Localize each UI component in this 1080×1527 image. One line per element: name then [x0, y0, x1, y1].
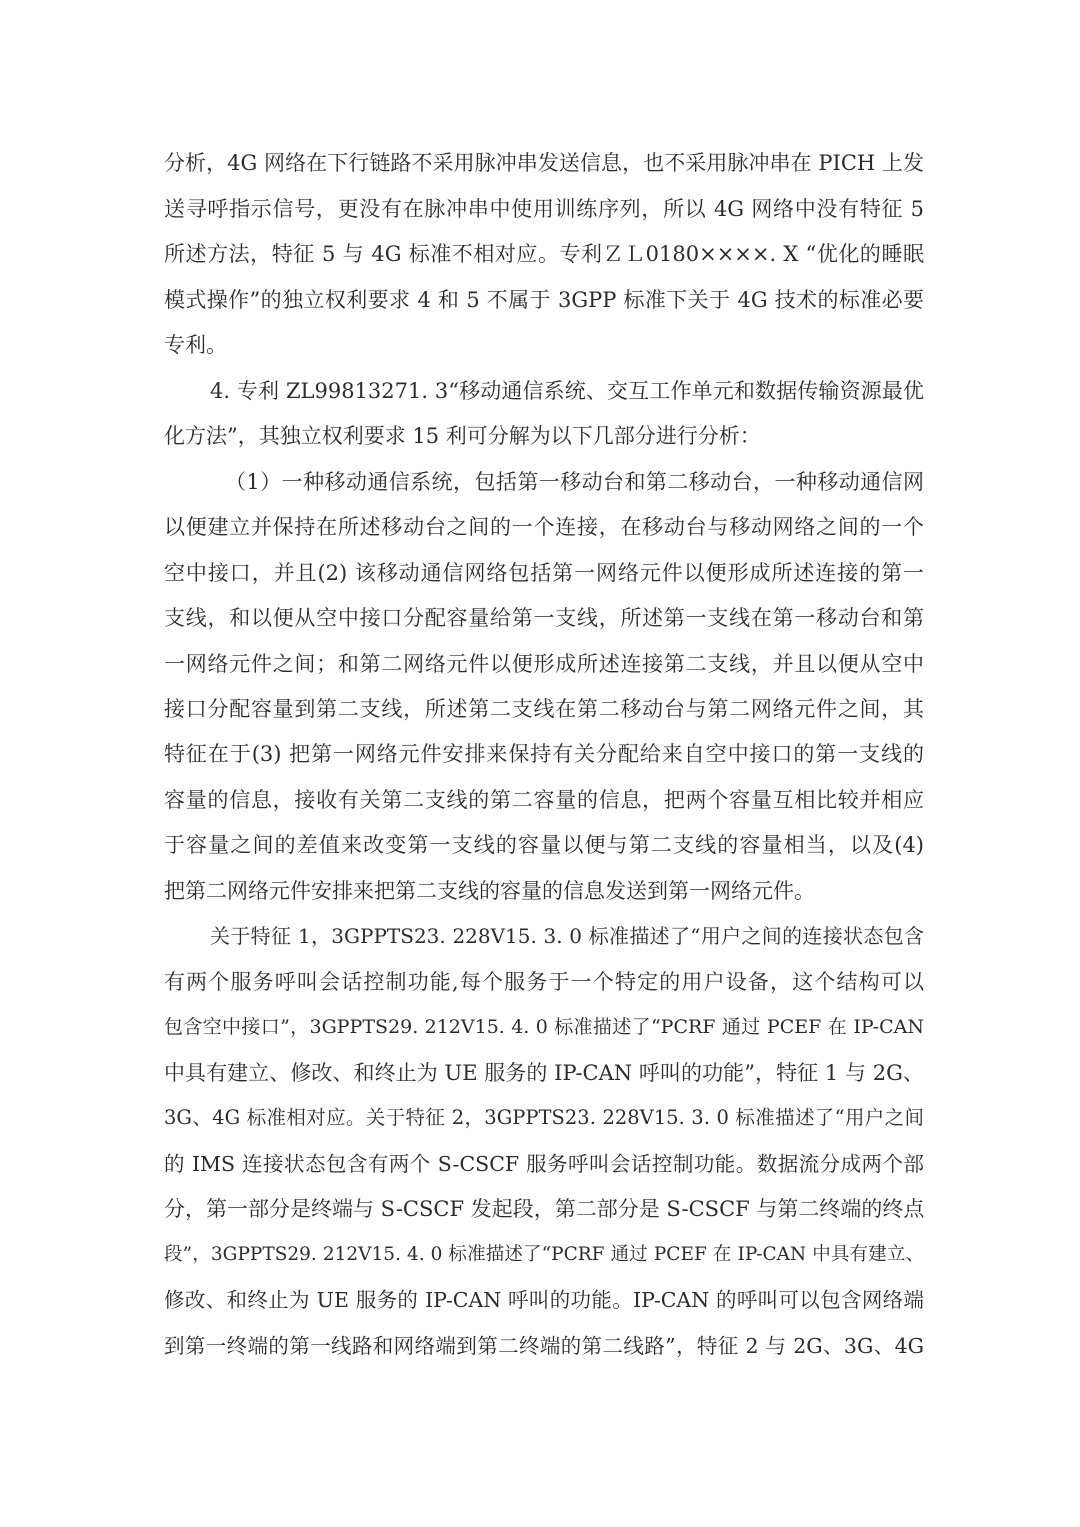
text-line: 容量的信息，接收有关第二支线的第二容量的信息，把两个容量互相比较并相应: [164, 788, 924, 812]
text-line: 送寻呼指示信号，更没有在脉冲串中使用训练序列，所以 4G 网络中没有特征 5: [164, 197, 924, 221]
text-line: 支线，和以便从空中接口分配容量给第一支线，所述第一支线在第一移动台和第: [164, 606, 924, 630]
text-line: 4. 专利 ZL99813271. 3“移动通信系统、交互工作单元和数据传输资源最优: [210, 379, 924, 403]
text-line: 段”，3GPPTS29. 212V15. 4. 0 标准描述了“PCRF 通过 PCEF 在 IP-CAN 中具有建立、: [164, 1244, 924, 1265]
text-line: 模式操作”的独立权利要求 4 和 5 不属于 3GPP 标准下关于 4G 技术的标准必要: [164, 288, 924, 312]
text-line: 3G、4G 标准相对应。关于特征 2，3GPPTS23. 228V15. 3. 0 标准描述了“用户之间: [164, 1106, 924, 1129]
text-line: 的 IMS 连接状态包含有两个 S-CSCF 服务呼叫会话控制功能。数据流分成两个部: [164, 1152, 924, 1176]
text-line: 所述方法，特征 5 与 4G 标准不相对应。专利ＺＬ0180××××. X “优化的睡眠: [164, 242, 924, 266]
text-line: 把第二网络元件安排来把第二支线的容量的信息发送到第一网络元件。: [164, 879, 815, 903]
text-line: 特征在于(3) 把第一网络元件安排来保持有关分配给来自空中接口的第一支线的: [164, 742, 924, 766]
text-line: 修改、和终止为 UE 服务的 IP-CAN 呼叫的功能。IP-CAN 的呼叫可以包含网络端: [164, 1288, 924, 1312]
text-line: 分，第一部分是终端与 S-CSCF 发起段，第二部分是 S-CSCF 与第二终端的终点: [164, 1197, 925, 1221]
text-line: 分析，4G 网络在下行链路不采用脉冲串发送信息，也不采用脉冲串在 PICH 上发: [164, 151, 924, 175]
text-line: 有两个服务呼叫会话控制功能,每个服务于一个特定的用户设备，这个结构可以: [164, 970, 924, 994]
text-line: 于容量之间的差值来改变第一支线的容量以便与第二支线的容量相当，以及(4): [164, 833, 924, 857]
text-line: 空中接口，并且(2) 该移动通信网络包括第一网络元件以便形成所述连接的第一: [164, 561, 924, 585]
text-line: 以便建立并保持在所述移动台之间的一个连接，在移动台与移动网络之间的一个: [164, 515, 924, 539]
text-line: 到第一终端的第一线路和网络端到第二终端的第二线路”，特征 2 与 2G、3G、4G: [164, 1334, 924, 1358]
text-line: 一网络元件之间；和第二网络元件以便形成所述连接第二支线，并且以便从空中: [164, 652, 924, 676]
text-line: 包含空中接口”，3GPPTS29. 212V15. 4. 0 标准描述了“PCRF 通过 PCEF 在 IP-CAN: [164, 1016, 924, 1038]
text-line: 化方法”，其独立权利要求 15 利可分解为以下几部分进行分析：: [164, 424, 761, 448]
text-line: 接口分配容量到第二支线，所述第二支线在第二移动台与第二网络元件之间，其: [164, 697, 924, 721]
text-line: 专利。: [164, 333, 227, 357]
text-line: （1）一种移动通信系统，包括第一移动台和第二移动台，一种移动通信网: [225, 470, 924, 494]
text-line: 中具有建立、修改、和终止为 UE 服务的 IP-CAN 呼叫的功能”，特征 1 与 2G、: [164, 1061, 924, 1085]
text-line: 关于特征 1，3GPPTS23. 228V15. 3. 0 标准描述了“用户之间的连接状态包含: [210, 924, 924, 948]
